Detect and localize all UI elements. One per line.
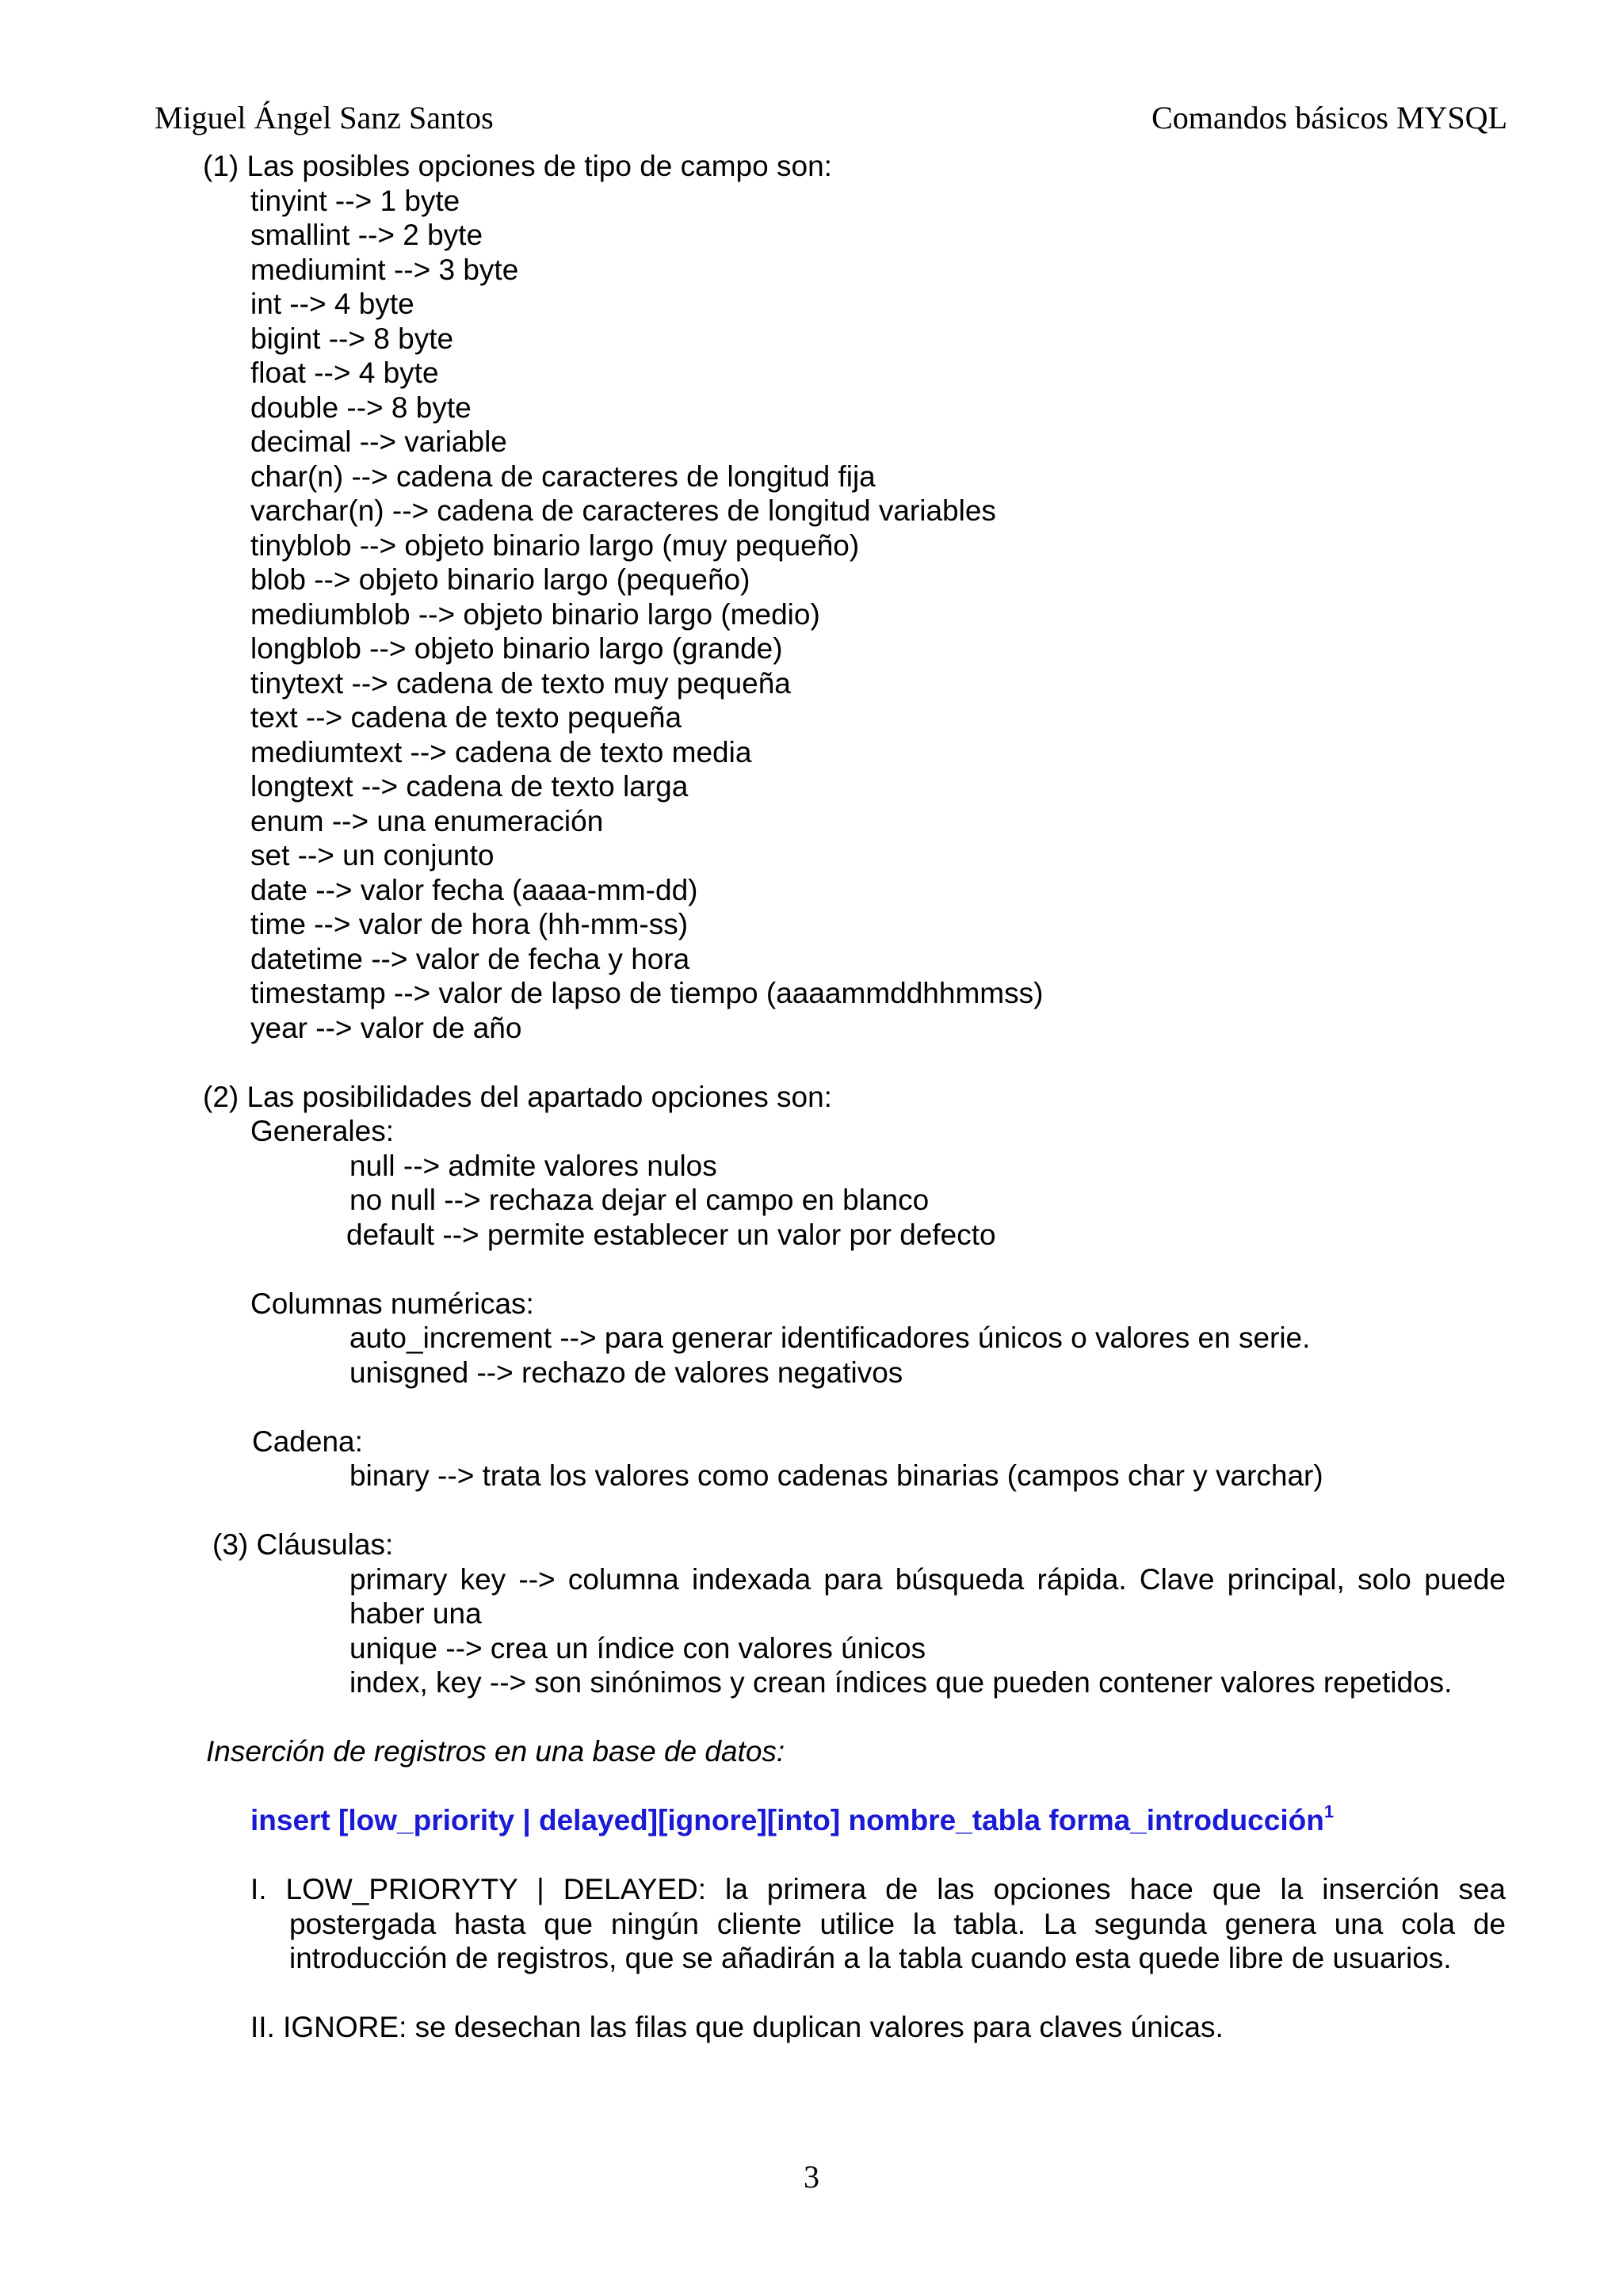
insert-note: I. LOW_PRIORYTY | DELAYED: la primera de las opciones hace que la inserción sea postergada hasta que ningún cliente utilice la tabla. La segunda genera una cola de introducción de registros, que se añadirán a la tabla cuando esta quede libre de usuarios. (250, 1873, 1506, 1974)
list-item: no null --> rechaza dejar el campo en blanco (349, 1184, 930, 1216)
section3-heading: (3) Cláusulas: (212, 1528, 394, 1561)
list-item: default --> permite establecer un valor por defecto (346, 1218, 996, 1251)
header-title: Comandos básicos MYSQL (1151, 100, 1507, 135)
insert-heading: Inserción de registros en una base de datos: (206, 1735, 785, 1768)
list-item: binary --> trata los valores como cadenas binarias (campos char y varchar) (349, 1459, 1323, 1492)
list-item: blob --> objeto binario largo (pequeño) (250, 563, 750, 596)
page-body (0, 149, 1623, 2045)
list-item: char(n) --> cadena de caracteres de longitud fija (250, 460, 876, 493)
list-item: double --> 8 byte (250, 391, 472, 424)
list-item: longtext --> cadena de texto larga (250, 770, 689, 803)
list-item: mediumtext --> cadena de texto media (250, 735, 752, 769)
list-item: bigint --> 8 byte (250, 322, 454, 355)
list-item: primary key --> columna indexada para búsqueda rápida. Clave principal, solo puede haber una (349, 1562, 1506, 1630)
list-item: smallint --> 2 byte (250, 219, 483, 251)
list-item: decimal --> variable (250, 425, 507, 458)
list-item: enum --> una enumeración (250, 804, 604, 837)
list-item: index, key --> son sinónimos y crean índices que pueden contener valores repetidos. (349, 1666, 1453, 1699)
list-item: datetime --> valor de fecha y hora (250, 942, 690, 975)
list-item: date --> valor fecha (aaaa-mm-dd) (250, 873, 698, 906)
section1-heading: (1) Las posibles opciones de tipo de campo son: (203, 150, 832, 182)
field-type-list (0, 184, 1623, 1046)
cadena-label: Cadena: (252, 1425, 363, 1458)
list-item: mediumblob --> objeto binario largo (medio) (250, 597, 820, 631)
insert-syntax (0, 1803, 1623, 1838)
list-item: null --> admite valores nulos (349, 1149, 717, 1182)
syntax-text: insert [low_priority | delayed][ignore][into] nombre_tabla forma_introducción (250, 1804, 1324, 1836)
generales-label: Generales: (250, 1115, 394, 1147)
list-item: tinytext --> cadena de texto muy pequeña (250, 666, 791, 700)
numericas-label: Columnas numéricas: (250, 1287, 534, 1320)
list-item: year --> valor de año (250, 1011, 522, 1044)
footnote-mark: 1 (1323, 1802, 1335, 1821)
list-item: int --> 4 byte (250, 288, 414, 320)
list-item: varchar(n) --> cadena de caracteres de longitud variables (250, 494, 996, 527)
list-item: timestamp --> valor de lapso de tiempo (aaaammddhhmmss) (250, 977, 1044, 1009)
header-author: Miguel Ángel Sanz Santos (155, 100, 494, 135)
list-item: longblob --> objeto binario largo (grande) (250, 632, 783, 665)
insert-note: II. IGNORE: se desechan las filas que duplican valores para claves únicas. (250, 2011, 1224, 2043)
list-item: unisgned --> rechazo de valores negativos (349, 1356, 903, 1389)
list-item: auto_increment --> para generar identificadores únicos o valores en serie. (349, 1322, 1311, 1354)
section2-heading: (2) Las posibilidades del apartado opciones son: (203, 1080, 832, 1113)
list-item: set --> un conjunto (250, 839, 495, 871)
list-item: time --> valor de hora (hh-mm-ss) (250, 908, 689, 940)
list-item: mediumint --> 3 byte (250, 253, 519, 286)
list-item: tinyint --> 1 byte (250, 184, 460, 217)
list-item: float --> 4 byte (250, 357, 439, 389)
list-item: tinyblob --> objeto binario largo (muy pequeño) (250, 528, 860, 562)
list-item: text --> cadena de texto pequeña (250, 701, 682, 734)
page-number: 3 (804, 2159, 819, 2195)
list-item: unique --> crea un índice con valores únicos (349, 1631, 926, 1665)
